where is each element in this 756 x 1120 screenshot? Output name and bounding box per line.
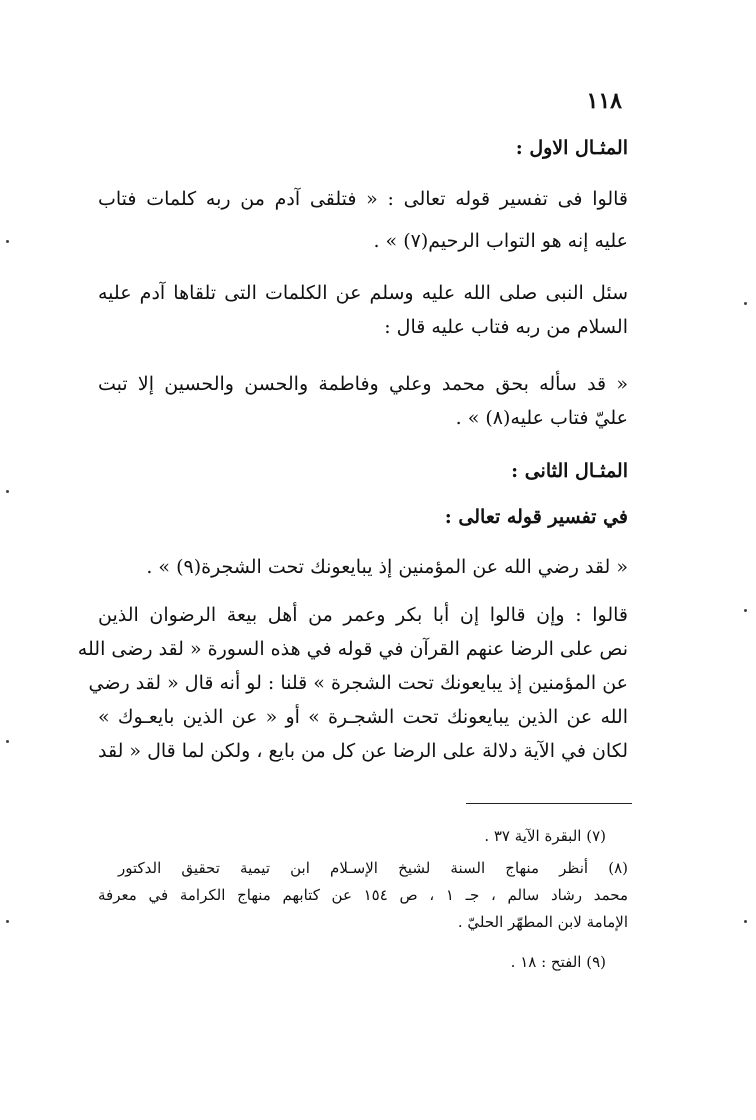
- example1-line-4: السلام من ربه فتاب عليه قال :: [384, 316, 628, 338]
- footnote-8-line-2: محمد رشاد سالم ، جـ ١ ، ص ١٥٤ عن كتابهم منهاج الكرامة في معرفة: [98, 886, 628, 904]
- example2-line-2: نص على الرضا عنهم القرآن في قوله في هذه السورة « لقد رضى الله: [77, 638, 628, 660]
- example1-line-5: « قد سأله بحق محمد وعلي وفاطمة والحسن والحسين إلا تبت: [98, 373, 628, 395]
- scan-margin-mark: [744, 609, 747, 612]
- footnote-separator: [466, 803, 632, 804]
- example1-heading: المثـال الاول :: [515, 137, 628, 159]
- footnote-8-line-1: (٨) أنظر منهاج السنة لشيخ الإسـلام ابن تيمية تحقيق الدكتور: [118, 859, 628, 877]
- example2-heading: المثـال الثانى :: [511, 460, 628, 482]
- example2-intro: في تفسير قوله تعالى :: [444, 506, 628, 528]
- example2-line-3: عن المؤمنين إذ يبايعونك تحت الشجرة » قلنا : لو أنه قال « لقد رضي: [88, 672, 628, 694]
- page-number: ١١٨: [586, 88, 622, 114]
- example1-line-6: عليّ فتاب عليه(٨) » .: [455, 407, 628, 429]
- example2-verse: « لقد رضي الله عن المؤمنين إذ يبايعونك تحت الشجرة(٩) » .: [146, 556, 628, 578]
- scan-margin-mark: [6, 240, 9, 243]
- scan-margin-mark: [744, 302, 747, 305]
- example2-line-5: لكان في الآية دلالة على الرضا عن كل من بايع ، ولكن لما قال « لقد: [98, 740, 628, 762]
- scan-margin-mark: [6, 490, 9, 493]
- footnote-9: (٩) الفتح : ١٨ .: [510, 953, 606, 971]
- footnote-8-line-3: الإمامة لابن المطهّر الحليّ .: [457, 913, 628, 931]
- example2-line-1: قالوا : وإن قالوا إن أبا بكر وعمر من أهل بيعة الرضوان الذين: [98, 604, 628, 626]
- scan-margin-mark: [6, 740, 9, 743]
- example1-line-1: قالوا فى تفسير قوله تعالى : « فتلقى آدم من ربه كلمات فتاب: [98, 188, 628, 210]
- footnote-7: (٧) البقرة الآية ٣٧ .: [484, 827, 606, 845]
- scan-margin-mark: [744, 920, 747, 923]
- scan-margin-mark: [6, 920, 9, 923]
- example1-line-2: عليه إنه هو التواب الرحيم(٧) » .: [373, 230, 628, 252]
- example2-line-4: الله عن الذين يبايعونك تحت الشجـرة » أو « عن الذين بايعـوك »: [98, 706, 628, 728]
- example1-line-3: سئل النبى صلى الله عليه وسلم عن الكلمات التى تلقاها آدم عليه: [98, 282, 628, 304]
